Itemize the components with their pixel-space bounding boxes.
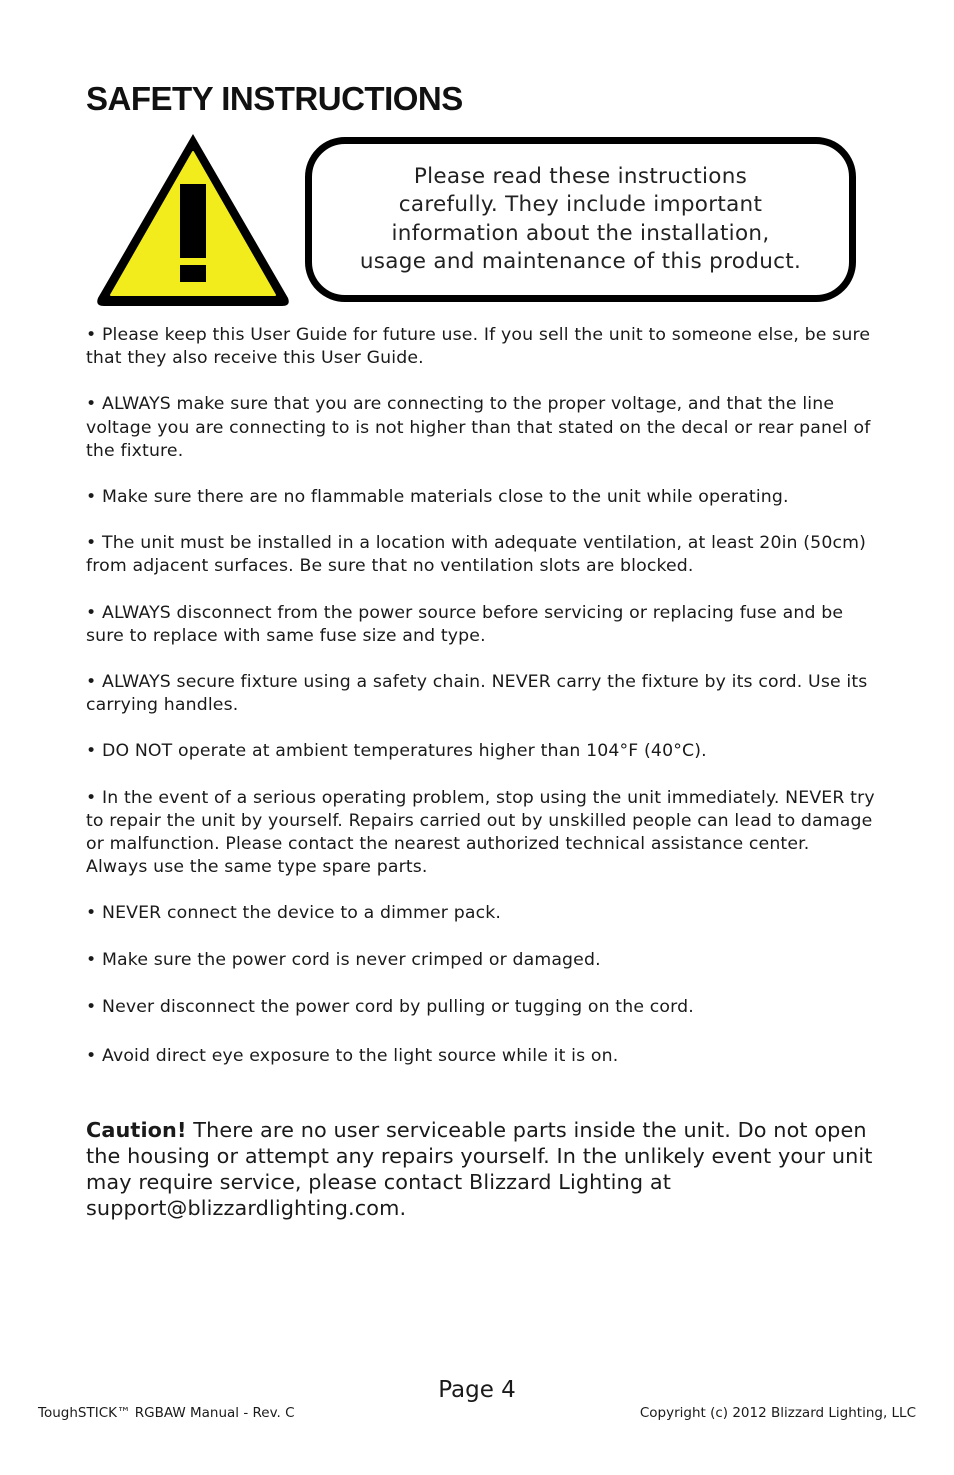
bullet-item: • ALWAYS disconnect from the power source before servicing or replacing fuse and be sure to replace with same fuse size and type.: [86, 602, 844, 646]
warning-triangle-icon: [92, 128, 294, 310]
bullet-item: • The unit must be installed in a location with adequate ventilation, at least 20in (50cm) from adjacent surfaces. Be sure that no ventilation slots are blocked.: [86, 533, 866, 577]
notice-line: Please read these instructions: [413, 163, 748, 189]
bullet-item: • NEVER connect the device to a dimmer pack.: [86, 903, 502, 924]
notice-box: [305, 137, 856, 302]
notice-line: information about the installation,: [391, 220, 770, 246]
bullet-item: • Make sure the power cord is never crimped or damaged.: [86, 949, 601, 970]
bullet-item: • Make sure there are no flammable materials close to the unit while operating.: [86, 487, 789, 508]
notice-line: carefully. They include important: [398, 192, 763, 217]
bullet-item: • DO NOT operate at ambient temperatures higher than 104°F (40°C).: [86, 741, 707, 762]
bullet-item: • Never disconnect the power cord by pulling or tugging on the cord.: [86, 996, 694, 1017]
bullet-item: • ALWAYS make sure that you are connecting to the proper voltage, and that the line voltage you are connecting to is not higher than that stated on the decal or rear panel of the fixture.: [86, 394, 871, 461]
notice-text: [360, 163, 801, 277]
caution-label: Caution!: [86, 1118, 187, 1142]
page-number: Page 4: [438, 1377, 516, 1403]
bullet-item: • Please keep this User Guide for future use. If you sell the unit to someone else, be sure that they also receive this User Guide.: [86, 325, 871, 369]
safety-bullet-list: [86, 324, 876, 1068]
page-title: SAFETY INSTRUCTIONS: [86, 80, 463, 117]
notice-line: usage and maintenance of this product.: [359, 249, 802, 274]
caution-paragraph: [86, 1117, 876, 1221]
footer-copyright: Copyright (c) 2012 Blizzard Lighting, LLC: [639, 1405, 916, 1421]
bullet-item: • Avoid direct eye exposure to the light source while it is on.: [86, 1046, 619, 1067]
footer-manual-title: ToughSTICK™ RGBAW Manual - Rev. C: [38, 1405, 295, 1421]
bullet-item: • ALWAYS secure fixture using a safety chain. NEVER carry the fixture by its cord. Use its carrying handles.: [86, 672, 868, 716]
bullet-item: • In the event of a serious operating problem, stop using the unit immediately. NEVER try to repair the unit by yourself. Repairs carried out by unskilled people can lead to damage or malfunction. Please contact the nearest authorized technical assistance center. Always use the same type spare parts.: [86, 787, 875, 878]
caution-text: There are no user serviceable parts inside the unit. Do not open the housing or attempt any repairs yourself. In the unlikely event your unit may require service, please contact Blizzard Lighting at support@blizzardlighting.com.: [86, 1118, 873, 1220]
